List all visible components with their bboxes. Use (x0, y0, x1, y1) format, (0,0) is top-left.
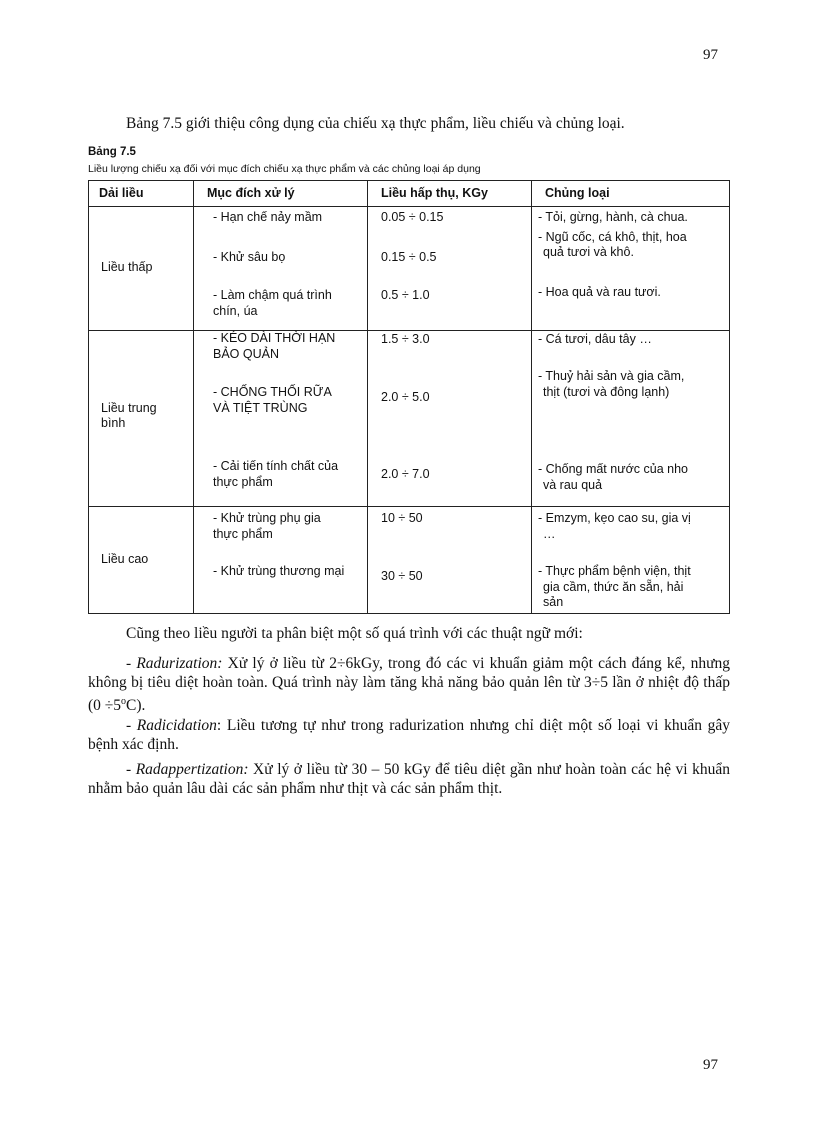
irradiation-table (88, 180, 730, 614)
medium-type-3a: - Chống mất nước của nho (538, 462, 688, 476)
low-type-3: - Hoa quả và rau tươi. (538, 285, 661, 299)
high-dose-2: 30 ÷ 50 (381, 569, 423, 583)
medium-type-2a: - Thuỷ hải sản và gia cầm, (538, 369, 685, 383)
term-radicidation: - Radicidation (126, 717, 217, 734)
high-purpose-1b: thực phẩm (213, 527, 273, 541)
low-type-2a: - Ngũ cốc, cá khô, thịt, hoa (538, 230, 687, 244)
medium-type-2b: thịt (tươi và đông lạnh) (543, 385, 670, 399)
paragraph-terms-intro: Cũng theo liều người ta phân biệt một số quá trình với các thuật ngữ mới: (126, 625, 583, 642)
paragraph-radicidation: - Radicidation: Liều tương tự như trong radurization nhưng chỉ diệt một số loại vi khuẩn gây bệnh xác định. (88, 717, 730, 753)
medium-purpose-1a: - KÉO DÀI THỜI HẠN (213, 331, 336, 345)
page-number-top: 97 (703, 47, 718, 63)
term-radappertization: - Radappertization: (126, 761, 249, 778)
high-purpose-2: - Khử trùng thương mại (213, 564, 345, 578)
high-dose-1: 10 ÷ 50 (381, 511, 423, 525)
high-type-2b: gia cầm, thức ăn sẵn, hải (543, 580, 684, 594)
high-type-1b: … (543, 527, 556, 541)
low-purpose-1: - Hạn chế nảy mầm (213, 210, 323, 224)
intro-text: Bảng 7.5 giới thiệu công dụng của chiếu xạ thực phẩm, liều chiếu và chủng loại. (126, 115, 625, 132)
medium-type-3b: và rau quả (543, 478, 603, 492)
low-purpose-3b: chín, úa (213, 304, 258, 318)
low-dose-1: 0.05 ÷ 0.15 (381, 210, 444, 224)
low-dose-label: Liều thấp (101, 260, 153, 274)
medium-dose-label-a: Liều trung (101, 401, 157, 415)
medium-dose-1: 1.5 ÷ 3.0 (381, 332, 430, 346)
low-purpose-2: - Khử sâu bọ (213, 250, 286, 264)
low-type-2b: quả tươi và khô. (543, 245, 634, 259)
medium-purpose-3b: thực phẩm (213, 475, 273, 489)
medium-purpose-2b: VÀ TIỆT TRÙNG (213, 401, 308, 415)
low-type-1: - Tỏi, gừng, hành, cà chua. (538, 210, 688, 224)
medium-dose-3: 2.0 ÷ 7.0 (381, 467, 430, 481)
header-type: Chủng loại (545, 186, 610, 200)
high-dose-label: Liều cao (101, 552, 149, 566)
low-dose-3: 0.5 ÷ 1.0 (381, 288, 430, 302)
high-type-1a: - Emzym, kẹo cao su, gia vị (538, 511, 691, 525)
low-purpose-3a: - Làm chậm quá trình (213, 288, 332, 302)
low-dose-2: 0.15 ÷ 0.5 (381, 250, 437, 264)
medium-type-1: - Cá tươi, dâu tây … (538, 332, 652, 346)
paragraph-radurization: - Radurization: Xử lý ở liều từ 2÷6kGy, trong đó các vi khuẩn giảm một cách đáng kể, nhưng không bị tiêu diệt hoàn toàn. Quá trình này làm tăng khả năng bảo quản lên từ 3÷5 lần ở nhiệt độ thấp $(0 \div 5^oC)$. (88, 655, 730, 715)
paragraph-radappertization: - Radappertization: Xử lý ở liều từ 30 – 50 kGy để tiêu diệt gần như hoàn toàn các hệ vi khuẩn nhằm bảo quản lâu dài các sản phẩm như thịt và các sản phẩm thịt. (88, 761, 731, 797)
header-purpose: Mục đích xử lý (207, 186, 295, 200)
header-dose: Liều hấp thụ, KGy (381, 186, 488, 200)
table-caption-text: Liều lượng chiếu xạ đối với mục đích chiếu xạ thực phẩm và các chủng loại áp dụng (88, 163, 481, 175)
table-caption-label: Bảng 7.5 (88, 146, 136, 158)
high-type-2c: sản (543, 595, 564, 609)
medium-dose-label-b: bình (101, 416, 126, 430)
header-range: Dải liều (99, 186, 144, 200)
medium-purpose-3a: - Cải tiến tính chất của (213, 459, 339, 473)
medium-purpose-2a: - CHỐNG THỐI RỮA (213, 385, 332, 399)
page-number-bottom: 97 (703, 1057, 718, 1073)
term-radurization: - Radurization: (126, 655, 223, 672)
high-type-2a: - Thực phẩm bệnh viện, thịt (538, 564, 691, 578)
high-purpose-1a: - Khử trùng phụ gia (213, 511, 321, 525)
medium-purpose-1b: BẢO QUẢN (213, 347, 279, 361)
medium-dose-2: 2.0 ÷ 5.0 (381, 390, 430, 404)
